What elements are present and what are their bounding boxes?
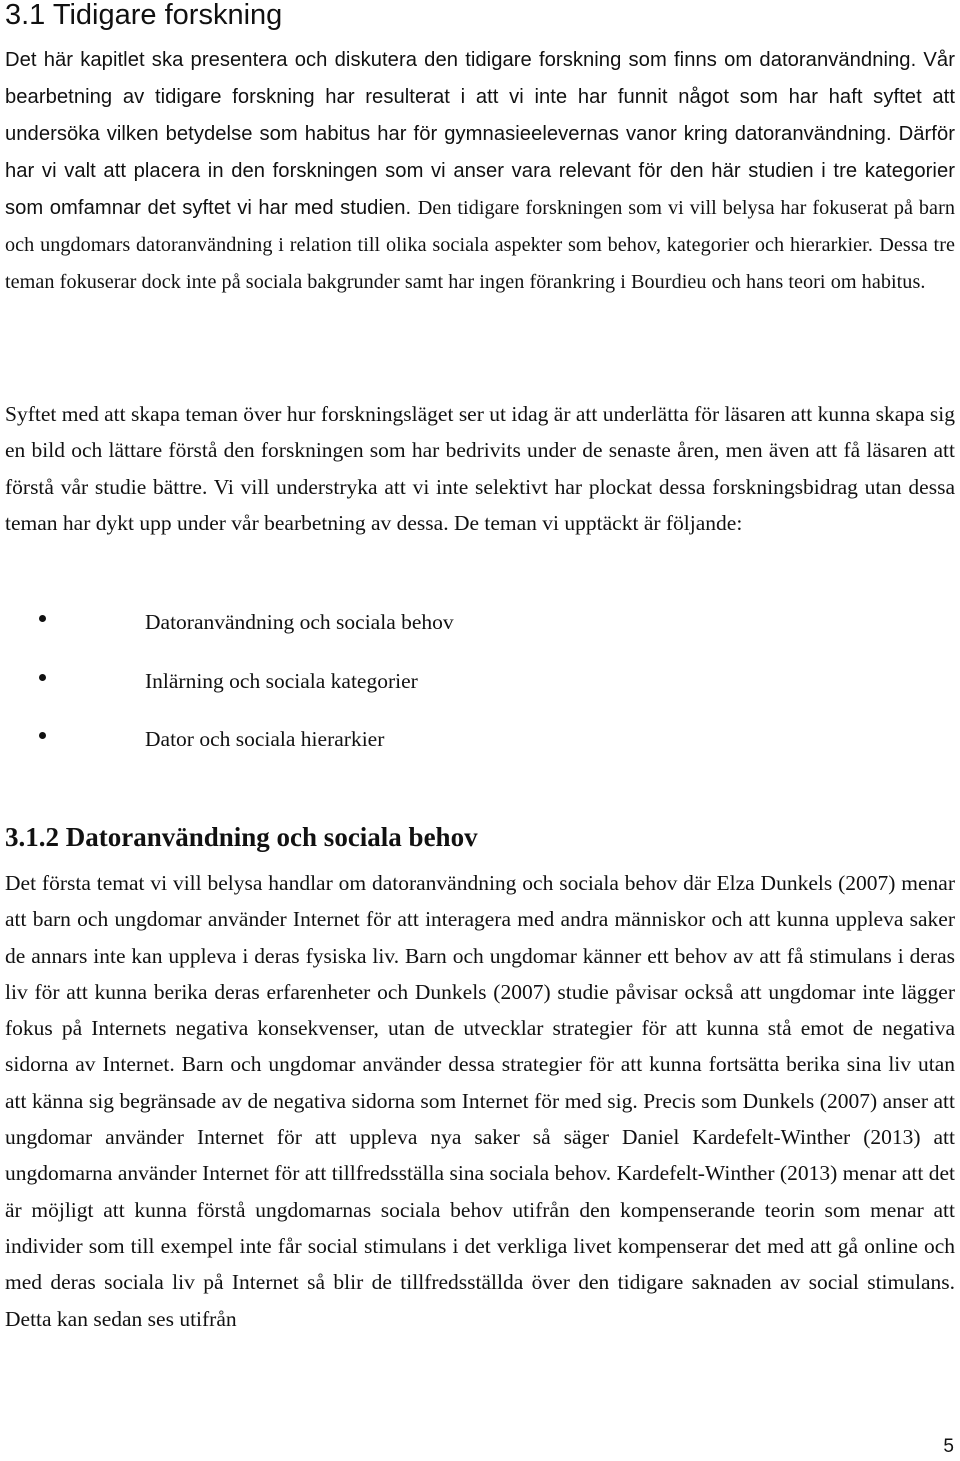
bullet-icon bbox=[39, 732, 46, 739]
list-item bbox=[5, 601, 955, 660]
intro-text-part2: Den tidigare forskningen som vi vill belysa har fokuserat på barn och ungdomars datoranvändning i relation till olika sociala aspekter som behov, kategorier och hierarkier. bbox=[5, 197, 955, 256]
section-heading: 3.1 Tidigare forskning bbox=[5, 0, 283, 31]
list-item-text: Inlärning och sociala kategorier bbox=[145, 668, 418, 693]
intro-text-part3: Dessa tre teman fokuserar dock inte på sociala bakgrunder samt har ingen förankring i Bourdieu och hans teori om habitus. bbox=[5, 234, 955, 293]
list-item bbox=[5, 718, 955, 777]
intro-paragraph bbox=[5, 42, 955, 301]
bullet-icon bbox=[39, 674, 46, 681]
list-item-text: Dator och sociala hierarkier bbox=[145, 727, 385, 751]
themes-list bbox=[5, 601, 955, 777]
subsection-heading: 3.1.2 Datoranvändning och sociala behov bbox=[5, 822, 478, 852]
purpose-paragraph: Syftet med att skapa teman över hur forskningsläget ser ut idag är att underlätta för läsaren att kunna skapa sig en bild och lättare förstå den forskningen som har bedrivits under de senaste åren, men även att få läsaren att förstå vår studie bättre. Vi vill understryka att vi inte selektivt har plockat dessa forskningsbidrag utan dessa teman har dykt upp under vår bearbetning av dessa. De teman vi upptäckt är följande: bbox=[5, 402, 955, 535]
intro-text-part1: Det här kapitlet ska presentera och diskutera den tidigare forskning som finns om datoranvändning. Vår bearbetning av tidigare forskning har resulterat i att vi inte har funnit något som har haft syftet att undersöka vilken betydelse som habitus har för gymnasieelevernas vanor kring datoranvändning. Därför har vi valt att placera in den forskningen som vi anser vara relevant för den här studien i tre kategorier som omfamnar det syftet vi har med studien. bbox=[5, 49, 955, 219]
page-number: 5 bbox=[943, 1436, 954, 1457]
list-item-text: Datoranvändning och sociala behov bbox=[145, 610, 454, 634]
bullet-icon bbox=[39, 615, 46, 622]
list-item bbox=[5, 660, 955, 719]
subsection-paragraph: Det första temat vi vill belysa handlar om datoranvändning och sociala behov där Elza Dunkels (2007) menar att barn och ungdomar använder Internet för att interagera med andra människor och att kunna uppleva saker de annars inte kan uppleva i deras fysiska liv. Barn och ungdomar känner ett behov av att få stimulans i deras liv för att kunna berika deras erfarenheter och Dunkels (2007) studie påvisar också att ungdomar inte lägger fokus på Internets negativa konsekvenser, utan de utvecklar strategier för att kunna stå emot de negativa sidorna av Internet. Barn och ungdomar använder dessa strategier för att kunna fortsätta berika sina liv utan att känna sig begränsade av de negativa sidorna som Internet för med sig. Precis som Dunkels (2007) anser att ungdomar använder Internet för att uppleva nya saker så säger Daniel Kardefelt-Winther (2013) att ungdomarna använder Internet för att tillfredsställa sina sociala behov. Kardefelt-Winther (2013) menar att det är möjligt att kunna förstå ungdomarnas sociala behov utifrån den kompenserande teorin som menar att individer som till exempel inte får social stimulans i det verkliga livet kompenserar det med att gå online och med deras sociala liv på Internet så blir de tillfredsställda över den tidigare saknaden av social stimulans. Detta kan sedan ses utifrån bbox=[5, 871, 955, 1331]
